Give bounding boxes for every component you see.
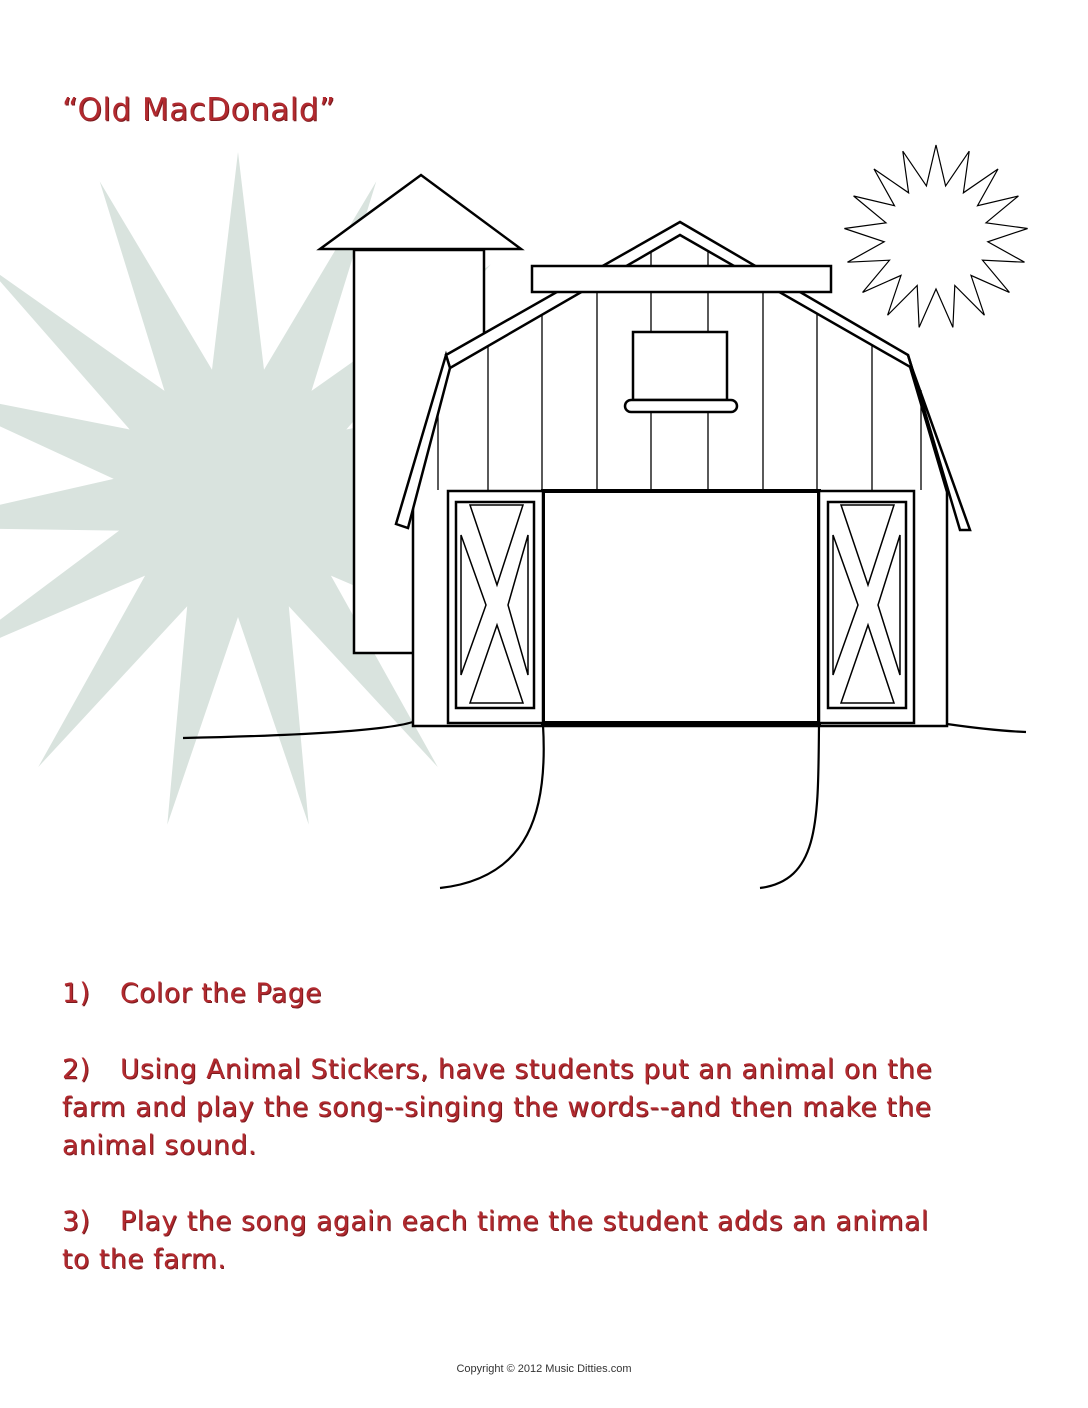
step-number: 2) (62, 1054, 91, 1085)
step-item (62, 975, 962, 1013)
step-text: Using Animal Stickers, have students put an animal on the farm and play the song--singing the words--and then make the animal sound. (62, 1054, 942, 1161)
step-number: 1) (62, 978, 91, 1009)
page-title: “Old MacDonald” (62, 92, 336, 128)
instructions-list (62, 975, 962, 1317)
step-item (62, 1203, 962, 1279)
step-text: Play the song again each time the student adds an animal to the farm. (62, 1206, 938, 1275)
step-number: 3) (62, 1206, 91, 1237)
copyright-notice: Copyright © 2012 Music Ditties.com (456, 1363, 632, 1375)
step-text: Color the Page (120, 978, 323, 1009)
sun-icon (844, 145, 1027, 327)
step-item (62, 1051, 962, 1165)
ground-line (183, 722, 1026, 888)
